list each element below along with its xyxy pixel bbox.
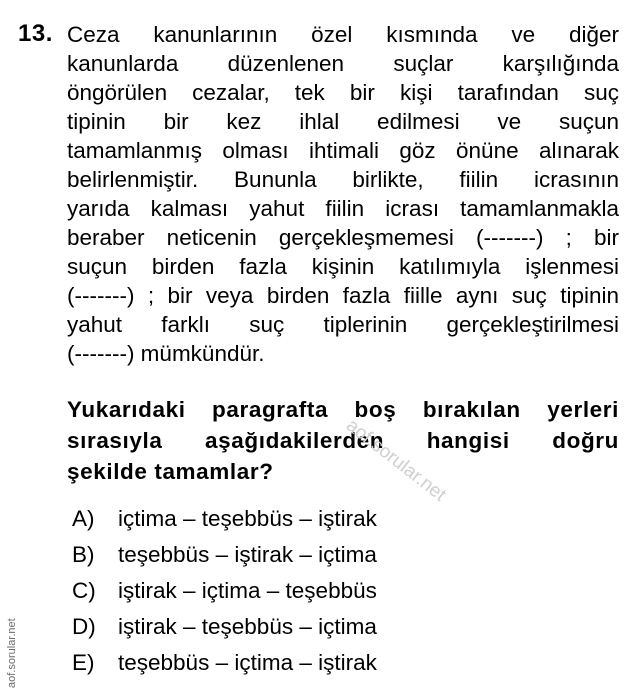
option-letter: C) [72, 578, 96, 603]
side-watermark: aof.sorular.net [6, 618, 18, 688]
option-d[interactable] [72, 612, 377, 648]
stem-line: (-------) ; bir veya birden fazla fiille aynı suç tipinin [67, 283, 619, 308]
option-text: içtima – teşebbüs – iştirak [118, 506, 377, 531]
stem-line: (-------) mümkündür. [67, 341, 265, 366]
option-text: iştirak – teşebbüs – içtima [118, 614, 377, 639]
question-stem [67, 20, 619, 368]
question-prompt [67, 394, 619, 487]
stem-line: tamamlanmış olması ihtimali göz önüne alınarak [67, 138, 619, 163]
stem-line: öngörülen cezalar, tek bir kişi tarafından suç [67, 80, 619, 105]
prompt-line: Yukarıdaki paragrafta boş bırakılan yerleri [67, 397, 619, 422]
stem-line: belirlenmiştir. Bununla birlikte, fiilin icrasının [67, 167, 619, 192]
prompt-line: sırasıyla aşağıdakilerden hangisi doğru [67, 428, 619, 453]
prompt-line: şekilde tamamlar? [67, 459, 274, 484]
stem-line: yahut farklı suç tiplerinin gerçekleştirilmesi [67, 312, 619, 337]
option-letter: B) [72, 542, 95, 567]
option-text: iştirak – içtima – teşebbüs [118, 578, 377, 603]
question-number: 13. [18, 20, 53, 47]
option-a[interactable] [72, 504, 377, 540]
stem-line: Ceza kanunlarının özel kısmında ve diğer [67, 22, 619, 47]
option-letter: E) [72, 650, 95, 675]
option-text: teşebbüs – içtima – iştirak [118, 650, 377, 675]
answer-options [72, 504, 377, 684]
option-c[interactable] [72, 576, 377, 612]
stem-line: beraber neticenin gerçekleşmemesi (-------) ; bir [67, 225, 619, 250]
option-b[interactable] [72, 540, 377, 576]
stem-line: tipinin bir kez ihlal edilmesi ve suçun [67, 109, 619, 134]
option-letter: D) [72, 614, 96, 639]
option-text: teşebbüs – iştirak – içtima [118, 542, 377, 567]
stem-line: kanunlarda düzenlenen suçlar karşılığında [67, 51, 619, 76]
option-letter: A) [72, 506, 95, 531]
option-e[interactable] [72, 648, 377, 684]
stem-line: suçun birden fazla kişinin katılımıyla işlenmesi [67, 254, 619, 279]
stem-line: yarıda kalması yahut fiilin icrası tamamlanmakla [67, 196, 619, 221]
watermark: aof.sorular.net [342, 415, 450, 506]
